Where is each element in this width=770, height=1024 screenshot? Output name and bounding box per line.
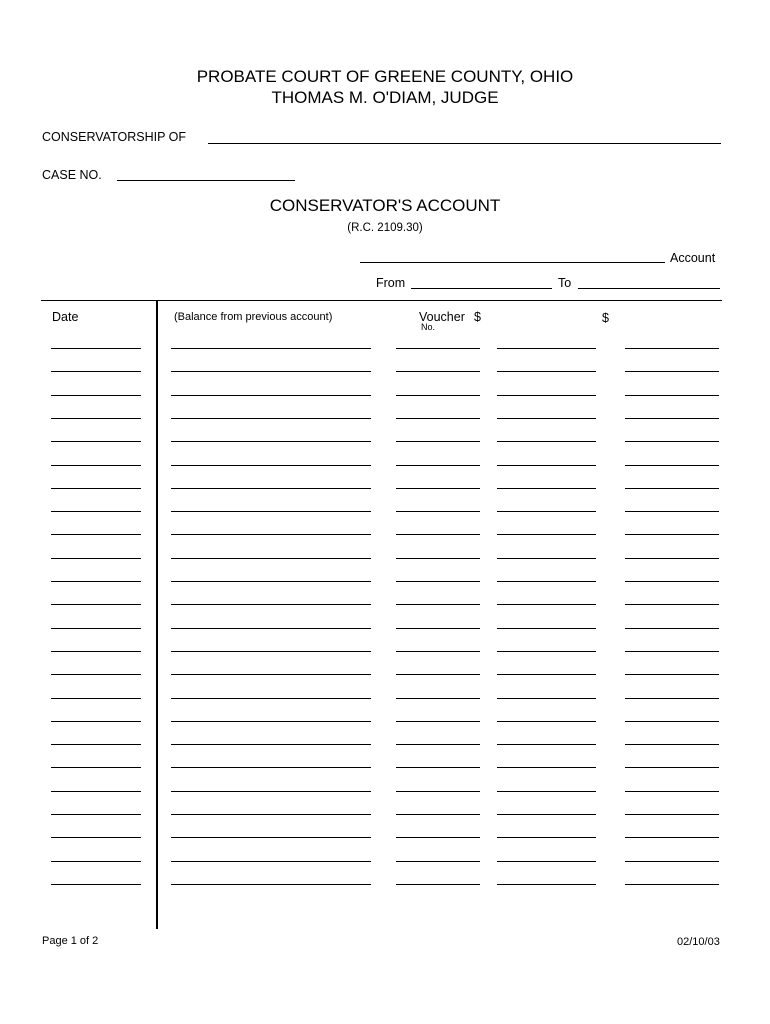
total-entry-line[interactable] — [625, 628, 719, 629]
total-entry-line[interactable] — [625, 674, 719, 675]
total-entry-line[interactable] — [625, 698, 719, 699]
description-entry-line[interactable] — [171, 604, 371, 605]
amount-entry-line[interactable] — [497, 488, 596, 489]
description-entry-line[interactable] — [171, 488, 371, 489]
total-entry-line[interactable] — [625, 418, 719, 419]
page-number: Page 1 of 2 — [42, 935, 99, 947]
date-entry-line[interactable] — [51, 628, 141, 629]
amount-entry-line[interactable] — [497, 884, 596, 885]
date-entry-line[interactable] — [51, 395, 141, 396]
description-entry-line[interactable] — [171, 534, 371, 535]
table-top-rule — [41, 300, 722, 301]
voucher-entry-line[interactable] — [396, 418, 480, 419]
date-entry-line[interactable] — [51, 837, 141, 838]
voucher-entry-line[interactable] — [396, 371, 480, 372]
amount-entry-line[interactable] — [497, 418, 596, 419]
date-entry-line[interactable] — [51, 604, 141, 605]
date-entry-line[interactable] — [51, 744, 141, 745]
voucher-entry-line[interactable] — [396, 861, 480, 862]
total-entry-line[interactable] — [625, 791, 719, 792]
date-entry-line[interactable] — [51, 511, 141, 512]
voucher-entry-line[interactable] — [396, 884, 480, 885]
description-entry-line[interactable] — [171, 395, 371, 396]
date-entry-line[interactable] — [51, 441, 141, 442]
amount-entry-line[interactable] — [497, 511, 596, 512]
amount-entry-line[interactable] — [497, 604, 596, 605]
description-entry-line[interactable] — [171, 814, 371, 815]
amount-entry-line[interactable] — [497, 698, 596, 699]
amount-entry-line[interactable] — [497, 837, 596, 838]
column-header-balance: (Balance from previous account) — [174, 311, 333, 323]
description-entry-line[interactable] — [171, 581, 371, 582]
voucher-entry-line[interactable] — [396, 814, 480, 815]
description-entry-line[interactable] — [171, 837, 371, 838]
amount-entry-line[interactable] — [497, 581, 596, 582]
amount-entry-line[interactable] — [497, 861, 596, 862]
total-entry-line[interactable] — [625, 581, 719, 582]
judge-name: THOMAS M. O'DIAM, JUDGE — [271, 88, 499, 107]
total-entry-line[interactable] — [625, 465, 719, 466]
voucher-entry-line[interactable] — [396, 674, 480, 675]
description-entry-line[interactable] — [171, 418, 371, 419]
description-entry-line[interactable] — [171, 744, 371, 745]
conservatorship-field[interactable] — [208, 143, 721, 144]
date-entry-line[interactable] — [51, 767, 141, 768]
total-entry-line[interactable] — [625, 814, 719, 815]
description-entry-line[interactable] — [171, 674, 371, 675]
to-date-field[interactable] — [578, 288, 720, 289]
amount-entry-line[interactable] — [497, 814, 596, 815]
amount-entry-line[interactable] — [497, 465, 596, 466]
voucher-entry-line[interactable] — [396, 441, 480, 442]
total-entry-line[interactable] — [625, 371, 719, 372]
date-entry-line[interactable] — [51, 581, 141, 582]
voucher-entry-line[interactable] — [396, 721, 480, 722]
voucher-entry-line[interactable] — [396, 581, 480, 582]
total-entry-line[interactable] — [625, 348, 719, 349]
voucher-entry-line[interactable] — [396, 511, 480, 512]
total-entry-line[interactable] — [625, 651, 719, 652]
voucher-entry-line[interactable] — [396, 698, 480, 699]
description-entry-line[interactable] — [171, 884, 371, 885]
description-entry-line[interactable] — [171, 511, 371, 512]
total-entry-line[interactable] — [625, 488, 719, 489]
amount-entry-line[interactable] — [497, 791, 596, 792]
description-entry-line[interactable] — [171, 371, 371, 372]
amount-entry-line[interactable] — [497, 348, 596, 349]
case-no-label: CASE NO. — [42, 168, 102, 182]
total-entry-line[interactable] — [625, 534, 719, 535]
total-entry-line[interactable] — [625, 861, 719, 862]
description-entry-line[interactable] — [171, 767, 371, 768]
date-entry-line[interactable] — [51, 721, 141, 722]
voucher-entry-line[interactable] — [396, 465, 480, 466]
date-entry-line[interactable] — [51, 371, 141, 372]
amount-entry-line[interactable] — [497, 628, 596, 629]
date-entry-line[interactable] — [51, 814, 141, 815]
description-entry-line[interactable] — [171, 441, 371, 442]
from-date-field[interactable] — [411, 288, 552, 289]
account-label: Account — [670, 251, 716, 265]
column-header-date: Date — [52, 310, 79, 324]
total-entry-line[interactable] — [625, 744, 719, 745]
column-header-dollar-1: $ — [474, 310, 481, 324]
amount-entry-line[interactable] — [497, 651, 596, 652]
total-entry-line[interactable] — [625, 767, 719, 768]
description-entry-line[interactable] — [171, 651, 371, 652]
from-label: From — [376, 276, 406, 290]
voucher-entry-line[interactable] — [396, 651, 480, 652]
table-column-divider — [156, 300, 158, 929]
column-header-voucher: Voucher — [419, 310, 465, 324]
date-entry-line[interactable] — [51, 698, 141, 699]
total-entry-line[interactable] — [625, 721, 719, 722]
column-header-dollar-2: $ — [602, 311, 609, 325]
date-entry-line[interactable] — [51, 418, 141, 419]
date-entry-line[interactable] — [51, 674, 141, 675]
date-entry-line[interactable] — [51, 465, 141, 466]
amount-entry-line[interactable] — [497, 674, 596, 675]
amount-entry-line[interactable] — [497, 371, 596, 372]
date-entry-line[interactable] — [51, 651, 141, 652]
form-title: CONSERVATOR'S ACCOUNT — [269, 196, 501, 215]
amount-entry-line[interactable] — [497, 441, 596, 442]
court-name: PROBATE COURT OF GREENE COUNTY, OHIO — [196, 67, 574, 86]
voucher-entry-line[interactable] — [396, 791, 480, 792]
total-entry-line[interactable] — [625, 837, 719, 838]
total-entry-line[interactable] — [625, 558, 719, 559]
voucher-entry-line[interactable] — [396, 604, 480, 605]
amount-entry-line[interactable] — [497, 395, 596, 396]
amount-entry-line[interactable] — [497, 534, 596, 535]
voucher-entry-line[interactable] — [396, 488, 480, 489]
description-entry-line[interactable] — [171, 628, 371, 629]
date-entry-line[interactable] — [51, 534, 141, 535]
description-entry-line[interactable] — [171, 698, 371, 699]
description-entry-line[interactable] — [171, 721, 371, 722]
date-entry-line[interactable] — [51, 348, 141, 349]
voucher-entry-line[interactable] — [396, 837, 480, 838]
amount-entry-line[interactable] — [497, 558, 596, 559]
voucher-entry-line[interactable] — [396, 558, 480, 559]
voucher-entry-line[interactable] — [396, 348, 480, 349]
account-field[interactable] — [360, 262, 665, 263]
total-entry-line[interactable] — [625, 604, 719, 605]
total-entry-line[interactable] — [625, 441, 719, 442]
voucher-entry-line[interactable] — [396, 534, 480, 535]
date-entry-line[interactable] — [51, 861, 141, 862]
voucher-entry-line[interactable] — [396, 744, 480, 745]
description-entry-line[interactable] — [171, 558, 371, 559]
amount-entry-line[interactable] — [497, 767, 596, 768]
column-header-voucher-no: No. — [421, 322, 436, 332]
total-entry-line[interactable] — [625, 884, 719, 885]
statute-reference: (R.C. 2109.30) — [347, 222, 423, 234]
case-no-field[interactable] — [117, 180, 295, 181]
date-entry-line[interactable] — [51, 884, 141, 885]
description-entry-line[interactable] — [171, 348, 371, 349]
description-entry-line[interactable] — [171, 465, 371, 466]
to-label: To — [558, 276, 572, 290]
total-entry-line[interactable] — [625, 511, 719, 512]
amount-entry-line[interactable] — [497, 744, 596, 745]
description-entry-line[interactable] — [171, 861, 371, 862]
revision-date: 02/10/03 — [677, 936, 720, 948]
voucher-entry-line[interactable] — [396, 395, 480, 396]
total-entry-line[interactable] — [625, 395, 719, 396]
description-entry-line[interactable] — [171, 791, 371, 792]
date-entry-line[interactable] — [51, 558, 141, 559]
date-entry-line[interactable] — [51, 791, 141, 792]
amount-entry-line[interactable] — [497, 721, 596, 722]
voucher-entry-line[interactable] — [396, 767, 480, 768]
voucher-entry-line[interactable] — [396, 628, 480, 629]
date-entry-line[interactable] — [51, 488, 141, 489]
conservatorship-label: CONSERVATORSHIP OF — [42, 130, 187, 144]
